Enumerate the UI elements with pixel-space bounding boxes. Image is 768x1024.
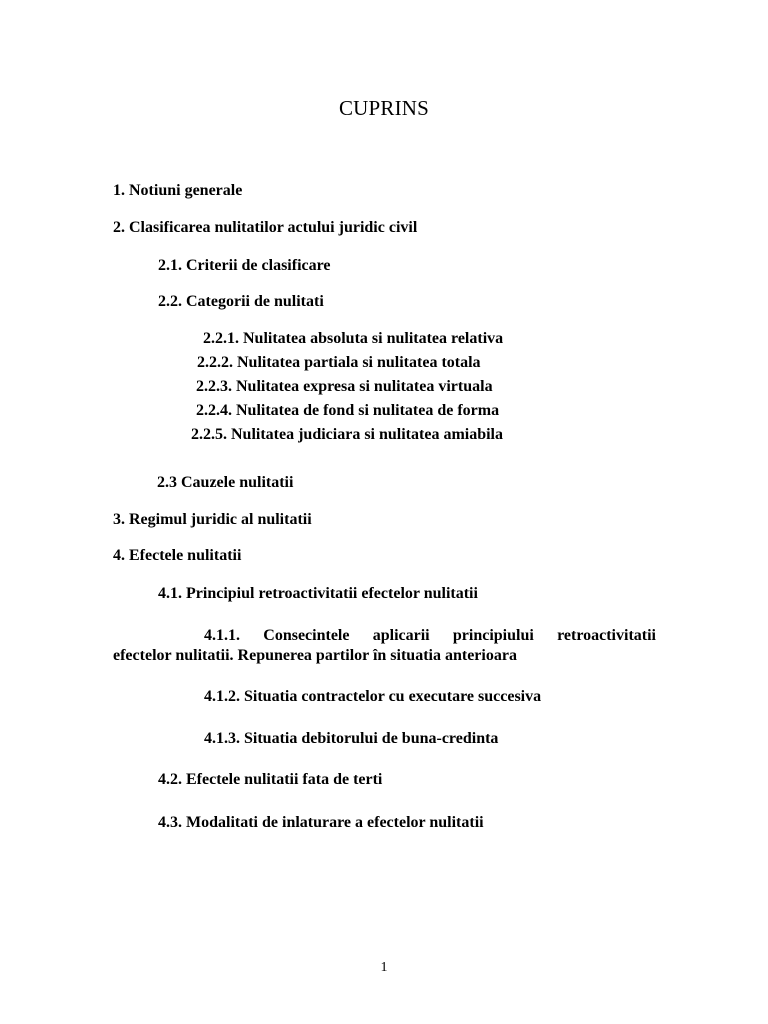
toc-entry-2-3: 2.3 Cauzele nulitatii: [157, 474, 294, 491]
toc-entry-4-1-1-line2: efectelor nulitatii. Repunerea partilor în situatia anterioara: [113, 647, 517, 664]
toc-entry-2-2-3: 2.2.3. Nulitatea expresa si nulitatea virtuala: [196, 378, 493, 395]
toc-entry-2: 2. Clasificarea nulitatilor actului juridic civil: [113, 219, 418, 236]
page-number: 1: [380, 960, 388, 975]
toc-entry-4-1-3: 4.1.3. Situatia debitorului de buna-credinta: [204, 730, 499, 747]
page-title: CUPRINS: [338, 96, 430, 120]
toc-entry-4-1: 4.1. Principiul retroactivitatii efectelor nulitatii: [158, 585, 478, 602]
toc-entry-4-1-1: [113, 626, 656, 666]
toc-entry-1: 1. Notiuni generale: [113, 182, 243, 199]
toc-entry-2-2-2: 2.2.2. Nulitatea partiala si nulitatea totala: [197, 354, 481, 371]
toc-entry-2-2-5: 2.2.5. Nulitatea judiciara si nulitatea amiabila: [191, 426, 503, 443]
toc-entry-2-2: 2.2. Categorii de nulitati: [158, 293, 324, 310]
toc-entry-4: 4. Efectele nulitatii: [113, 547, 242, 564]
toc-entry-2-2-1: 2.2.1. Nulitatea absoluta si nulitatea relativa: [203, 330, 504, 347]
toc-entry-4-1-1-line1: 4.1.1. Consecintele aplicarii principiului retroactivitatii: [204, 627, 656, 644]
toc-entry-4-2: 4.2. Efectele nulitatii fata de terti: [158, 771, 383, 788]
toc-entry-2-1: 2.1. Criterii de clasificare: [158, 257, 331, 274]
toc-entry-4-3: 4.3. Modalitati de inlaturare a efectelor nulitatii: [158, 814, 484, 831]
toc-entry-4-1-2: 4.1.2. Situatia contractelor cu executare succesiva: [204, 688, 542, 705]
toc-entry-3: 3. Regimul juridic al nulitatii: [113, 511, 312, 528]
toc-entry-2-2-4: 2.2.4. Nulitatea de fond si nulitatea de forma: [196, 402, 500, 419]
